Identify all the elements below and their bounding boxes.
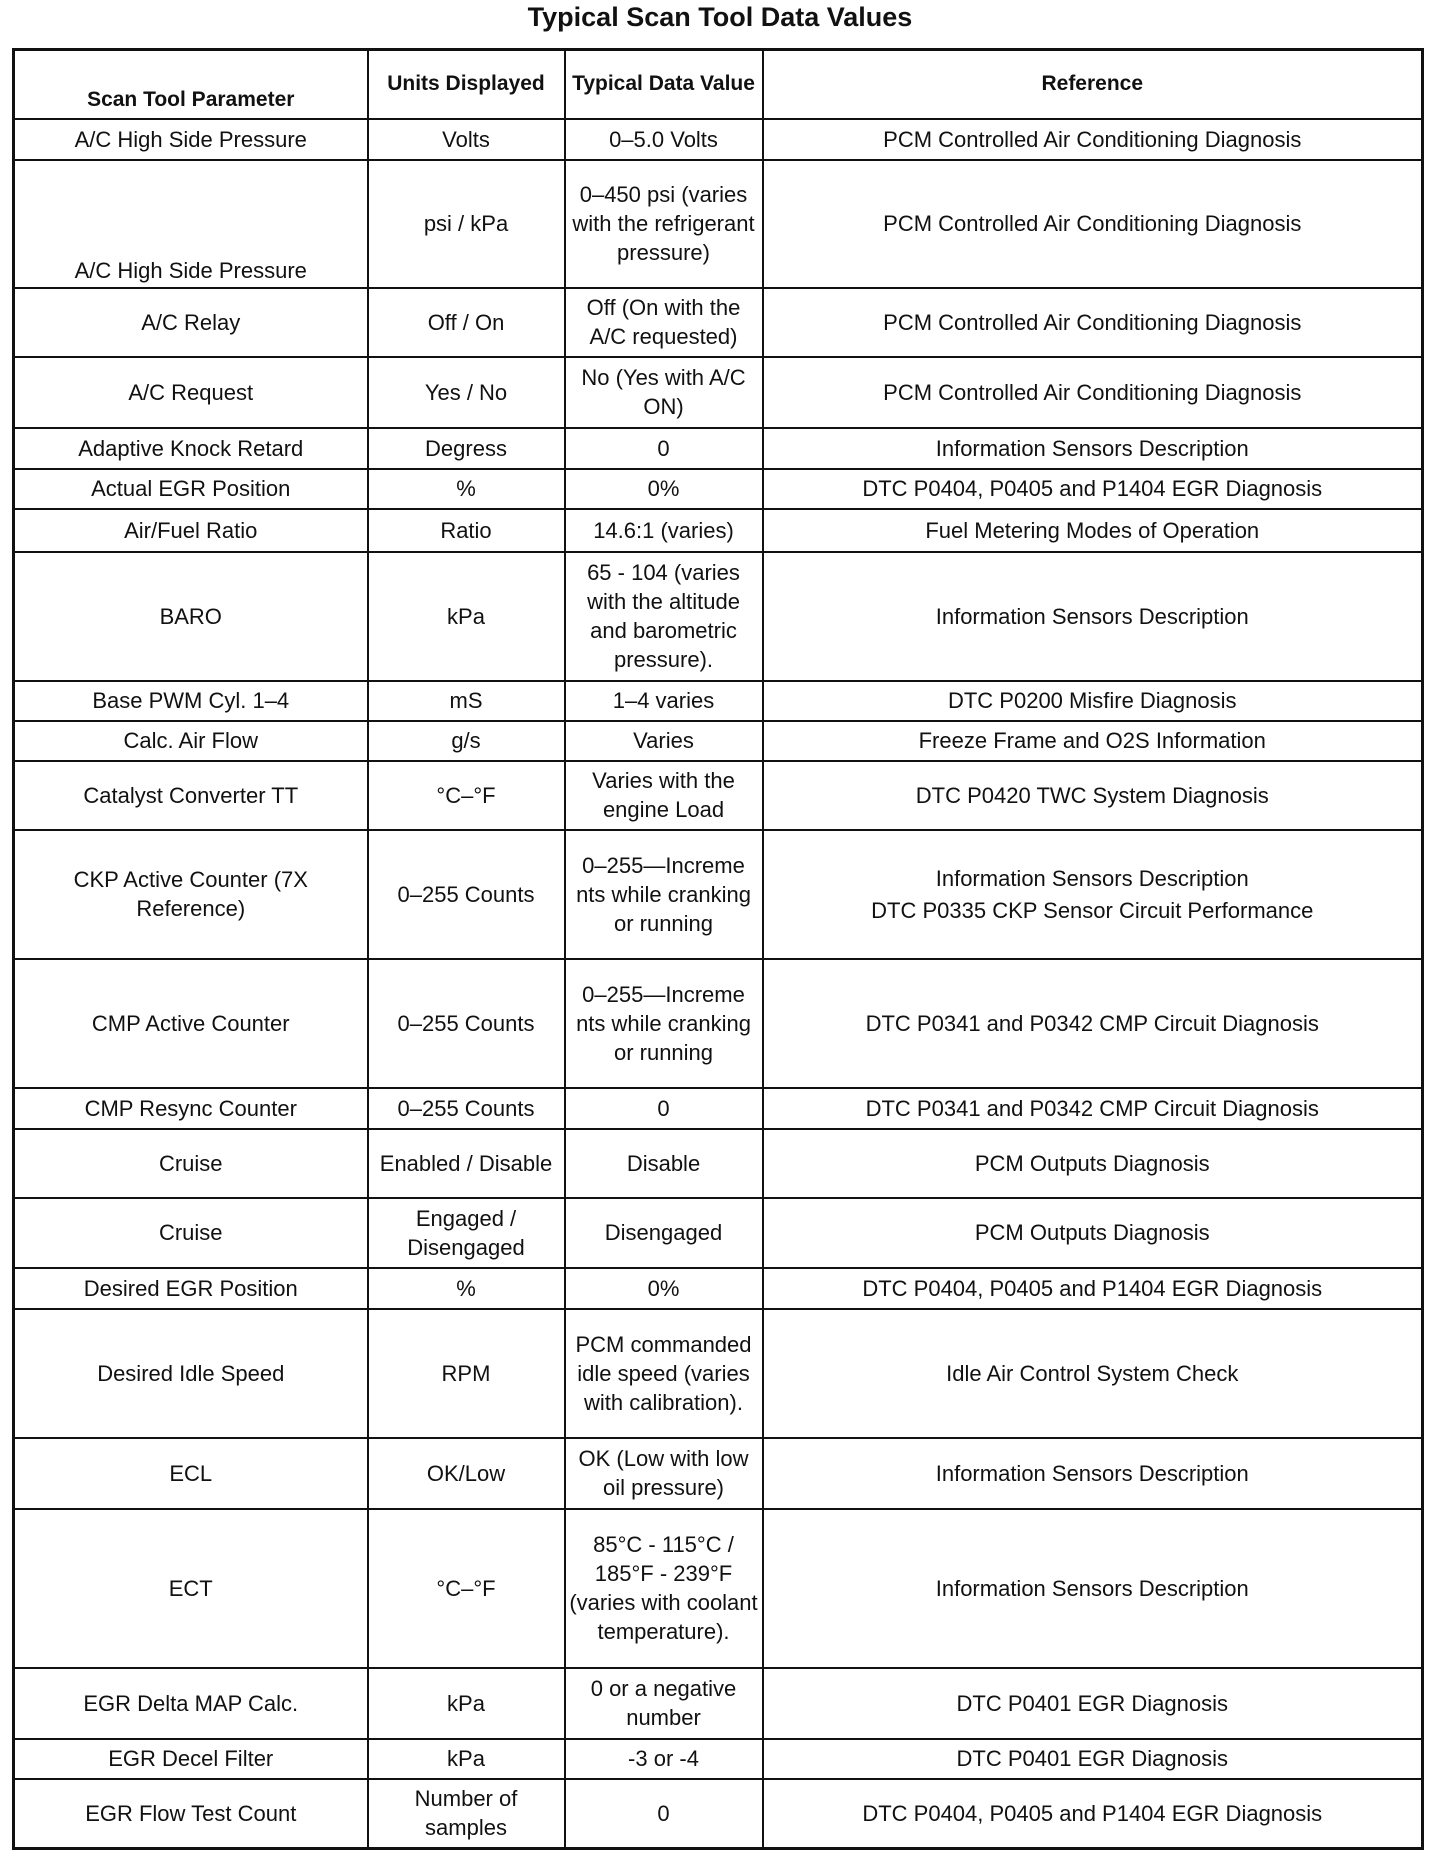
table-row <box>14 721 1423 761</box>
value-cell: PCM commanded idle speed (varies with calibration). <box>565 1309 763 1438</box>
reference-cell <box>763 959 1423 1088</box>
value-cell: 1–4 varies <box>565 681 763 721</box>
units-cell: Volts <box>368 119 565 160</box>
value-cell: 85°C - 115°C / 185°F - 239°F (varies with coolant temperature). <box>565 1509 763 1668</box>
units-cell: % <box>368 469 565 509</box>
header-parameter: Scan Tool Parameter <box>14 50 368 119</box>
reference-cell <box>763 160 1423 288</box>
parameter-cell: Desired EGR Position <box>14 1268 368 1309</box>
units-cell: 0–255 Counts <box>368 830 565 959</box>
reference-text: Information Sensors Description <box>935 1575 1249 1601</box>
parameter-cell: CMP Active Counter <box>14 959 368 1088</box>
table-row <box>14 469 1423 509</box>
reference-cell <box>763 119 1423 160</box>
header-reference: Reference <box>763 50 1423 119</box>
table-row <box>14 1088 1423 1129</box>
reference-cell <box>763 288 1423 357</box>
units-cell: OK/Low <box>368 1438 565 1509</box>
reference-cell <box>763 1088 1423 1129</box>
table-row <box>14 1668 1423 1739</box>
reference-text: PCM Outputs Diagnosis <box>974 1220 1210 1245</box>
parameter-cell: EGR Delta MAP Calc. <box>14 1668 368 1739</box>
value-cell: 0–450 psi (varies with the refrigerant pressure) <box>565 160 763 288</box>
units-cell: Degress <box>368 428 565 469</box>
reference-text: Information Sensors Description <box>935 865 1249 891</box>
units-cell: Yes / No <box>368 357 565 428</box>
reference-text: DTC P0404, P0405 and P1404 EGR Diagnosis <box>862 1800 1323 1826</box>
reference-text: Idle Air Control System Check <box>946 1360 1239 1386</box>
units-cell: 0–255 Counts <box>368 959 565 1088</box>
reference-text: DTC P0401 EGR Diagnosis <box>956 1746 1228 1771</box>
parameter-cell: Cruise <box>14 1198 368 1268</box>
reference-cell <box>763 830 1423 959</box>
table-row <box>14 1268 1423 1309</box>
value-cell: -3 or -4 <box>565 1739 763 1779</box>
value-cell: No (Yes with A/C ON) <box>565 357 763 428</box>
reference-cell <box>763 552 1423 681</box>
parameter-cell: BARO <box>14 552 368 681</box>
reference-cell <box>763 1268 1423 1309</box>
parameter-cell: CMP Resync Counter <box>14 1088 368 1129</box>
parameter-cell: Base PWM Cyl. 1–4 <box>14 681 368 721</box>
value-cell: Off (On with the A/C requested) <box>565 288 763 357</box>
reference-cell <box>763 1779 1423 1849</box>
parameter-cell: Desired Idle Speed <box>14 1309 368 1438</box>
units-cell: °C–°F <box>368 1509 565 1668</box>
reference-cell <box>763 357 1423 428</box>
reference-cell <box>763 1198 1423 1268</box>
value-cell: 0 <box>565 1779 763 1849</box>
parameter-cell: A/C Request <box>14 357 368 428</box>
units-cell: psi / kPa <box>368 160 565 288</box>
table-row <box>14 1779 1423 1849</box>
reference-cell <box>763 1309 1423 1438</box>
parameter-cell: A/C High Side Pressure <box>14 160 368 288</box>
units-cell: Enabled / Disable <box>368 1129 565 1198</box>
units-cell: RPM <box>368 1309 565 1438</box>
reference-text: Freeze Frame and O2S Information <box>918 728 1266 753</box>
table-row <box>14 160 1423 288</box>
units-cell: Number of samples <box>368 1779 565 1849</box>
table-row <box>14 119 1423 160</box>
table-row <box>14 552 1423 681</box>
reference-text: Fuel Metering Modes of Operation <box>925 517 1260 543</box>
value-cell: 14.6:1 (varies) <box>565 509 763 552</box>
reference-cell <box>763 469 1423 509</box>
value-cell: 0–5.0 Volts <box>565 119 763 160</box>
value-cell: Varies with the engine Load <box>565 761 763 830</box>
units-cell: Off / On <box>368 288 565 357</box>
value-cell: Disengaged <box>565 1198 763 1268</box>
value-cell: 0% <box>565 469 763 509</box>
reference-cell <box>763 681 1423 721</box>
table-row <box>14 288 1423 357</box>
parameter-cell: Adaptive Knock Retard <box>14 428 368 469</box>
reference-text: DTC P0404, P0405 and P1404 EGR Diagnosis <box>862 476 1323 501</box>
table-row <box>14 959 1423 1088</box>
table-row <box>14 830 1423 959</box>
reference-text: DTC P0341 and P0342 CMP Circuit Diagnosis <box>865 1095 1319 1121</box>
units-cell: 0–255 Counts <box>368 1088 565 1129</box>
reference-text: DTC P0200 Misfire Diagnosis <box>947 688 1237 713</box>
units-cell: kPa <box>368 1739 565 1779</box>
table-row <box>14 1129 1423 1198</box>
value-cell: 0 or a negative number <box>565 1668 763 1739</box>
reference-text: DTC P0335 CKP Sensor Circuit Performance <box>871 897 1314 923</box>
parameter-cell: ECT <box>14 1509 368 1668</box>
reference-cell <box>763 1739 1423 1779</box>
parameter-cell: Actual EGR Position <box>14 469 368 509</box>
reference-text: PCM Controlled Air Conditioning Diagnosis <box>883 309 1302 335</box>
reference-cell <box>763 1438 1423 1509</box>
units-cell: Ratio <box>368 509 565 552</box>
units-cell: °C–°F <box>368 761 565 830</box>
value-cell: 65 - 104 (varies with the altitude and barometric pressure). <box>565 552 763 681</box>
reference-text: PCM Outputs Diagnosis <box>974 1150 1210 1176</box>
parameter-cell: Air/Fuel Ratio <box>14 509 368 552</box>
scan-tool-data-table <box>12 48 1424 1850</box>
reference-text: DTC P0401 EGR Diagnosis <box>956 1690 1228 1716</box>
reference-text: Information Sensors Description <box>935 603 1249 629</box>
reference-text: DTC P0341 and P0342 CMP Circuit Diagnosis <box>865 1010 1319 1036</box>
parameter-cell: Calc. Air Flow <box>14 721 368 761</box>
page-title: Typical Scan Tool Data Values <box>527 2 913 32</box>
table-row <box>14 1739 1423 1779</box>
parameter-cell: CKP Active Counter (7X Reference) <box>14 830 368 959</box>
table-row <box>14 1438 1423 1509</box>
value-cell: 0 <box>565 428 763 469</box>
units-cell: Engaged / Disengaged <box>368 1198 565 1268</box>
table-row <box>14 357 1423 428</box>
table-row <box>14 509 1423 552</box>
value-cell: 0% <box>565 1268 763 1309</box>
header-value: Typical Data Value <box>565 50 763 119</box>
units-cell: kPa <box>368 552 565 681</box>
value-cell: 0–255—Increme nts while cranking or running <box>565 830 763 959</box>
reference-cell <box>763 761 1423 830</box>
header-row <box>14 50 1423 119</box>
parameter-cell: A/C Relay <box>14 288 368 357</box>
parameter-cell: Catalyst Converter TT <box>14 761 368 830</box>
reference-text: Information Sensors Description <box>935 435 1249 461</box>
table-row <box>14 428 1423 469</box>
parameter-cell: EGR Flow Test Count <box>14 1779 368 1849</box>
table-row <box>14 1309 1423 1438</box>
value-cell: Disable <box>565 1129 763 1198</box>
table-row <box>14 681 1423 721</box>
units-cell: kPa <box>368 1668 565 1739</box>
header-units: Units Displayed <box>368 50 565 119</box>
parameter-cell: EGR Decel Filter <box>14 1739 368 1779</box>
parameter-cell: A/C High Side Pressure <box>14 119 368 160</box>
reference-text: PCM Controlled Air Conditioning Diagnosis <box>883 211 1302 236</box>
reference-cell <box>763 509 1423 552</box>
units-cell: mS <box>368 681 565 721</box>
value-cell: Varies <box>565 721 763 761</box>
table-row <box>14 1198 1423 1268</box>
reference-cell <box>763 721 1423 761</box>
units-cell: g/s <box>368 721 565 761</box>
reference-cell <box>763 1509 1423 1668</box>
parameter-cell: Cruise <box>14 1129 368 1198</box>
units-cell: % <box>368 1268 565 1309</box>
reference-text: DTC P0420 TWC System Diagnosis <box>915 782 1269 808</box>
table-row <box>14 1509 1423 1668</box>
reference-text: PCM Controlled Air Conditioning Diagnosis <box>883 379 1302 405</box>
reference-text: Information Sensors Description <box>935 1460 1249 1486</box>
value-cell: OK (Low with low oil pressure) <box>565 1438 763 1509</box>
table-row <box>14 761 1423 830</box>
reference-cell <box>763 1129 1423 1198</box>
reference-cell <box>763 1668 1423 1739</box>
reference-text: DTC P0404, P0405 and P1404 EGR Diagnosis <box>862 1275 1323 1301</box>
reference-cell <box>763 428 1423 469</box>
parameter-cell: ECL <box>14 1438 368 1509</box>
reference-text: PCM Controlled Air Conditioning Diagnosis <box>883 126 1302 152</box>
value-cell: 0 <box>565 1088 763 1129</box>
value-cell: 0–255—Increme nts while cranking or running <box>565 959 763 1088</box>
